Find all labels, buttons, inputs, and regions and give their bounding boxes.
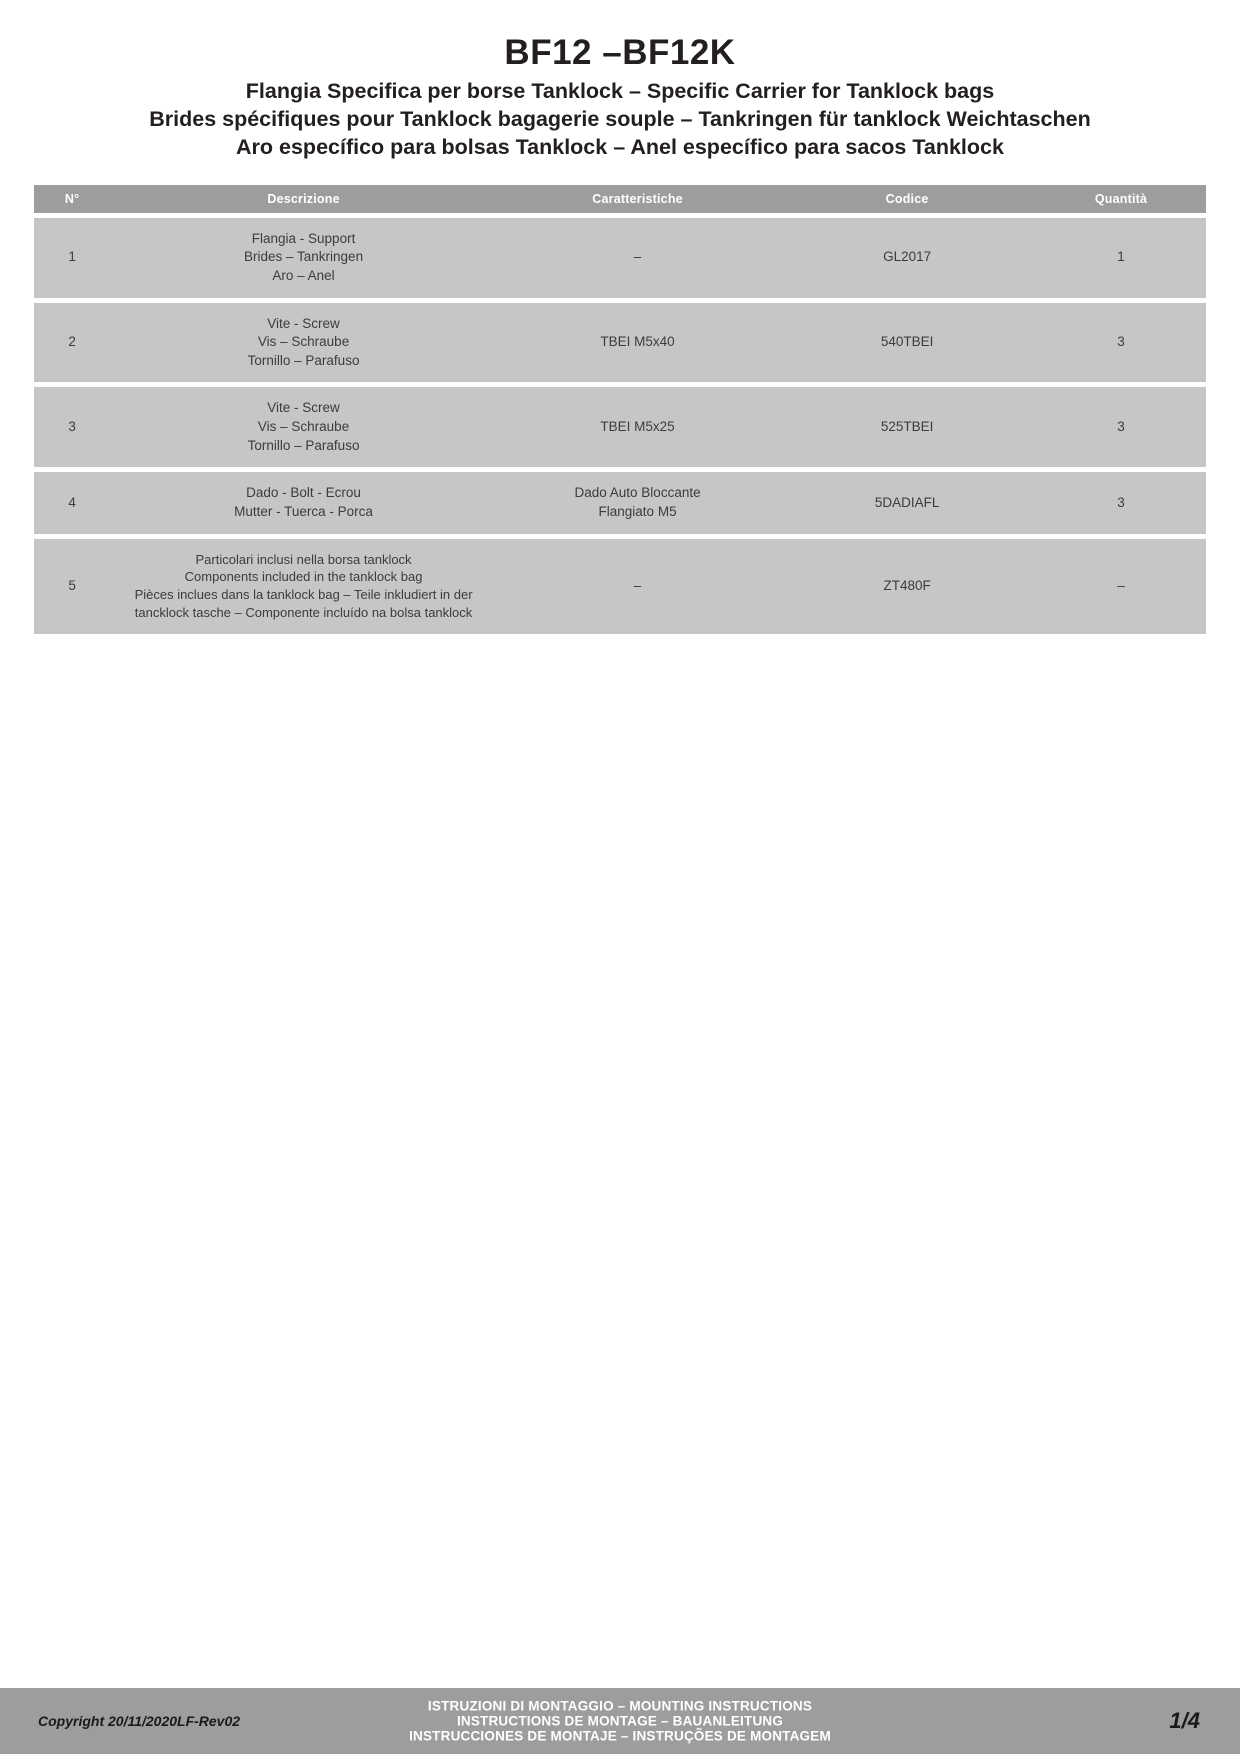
column-header-features: Caratteristiche xyxy=(497,185,778,213)
description-line: Brides – Tankringen xyxy=(244,249,364,265)
copyright-text: Copyright 20/11/2020LF-Rev02 xyxy=(38,1713,241,1729)
description-line: tancklock tasche – Componente incluído na bolsa tanklock xyxy=(134,605,473,621)
column-header-description: Descrizione xyxy=(110,185,497,213)
features-line: – xyxy=(633,578,642,594)
cell-quantity: 3 xyxy=(1036,387,1206,467)
features-line: TBEI M5x40 xyxy=(600,334,675,350)
cell-code: ZT480F xyxy=(778,539,1036,635)
table-row xyxy=(34,472,1206,533)
cell-code: 5DADIAFL xyxy=(778,472,1036,533)
cell-code: 525TBEI xyxy=(778,387,1036,467)
cell-number: 2 xyxy=(34,303,110,383)
cell-features xyxy=(497,303,778,383)
cell-features xyxy=(497,387,778,467)
cell-description xyxy=(110,472,497,533)
footer-instructions xyxy=(0,1698,1240,1743)
parts-table xyxy=(34,180,1206,640)
footer-line-3: INSTRUCCIONES DE MONTAJE – INSTRUÇÕES DE MONTAGEM xyxy=(409,1728,831,1744)
description-line: Pièces inclues dans la tanklock bag – Teile inkludiert in der xyxy=(134,587,473,603)
page-footer xyxy=(0,1688,1240,1754)
subtitle-line-3: Aro específico para bolsas Tanklock – Anel específico para sacos Tanklock xyxy=(236,135,1004,160)
cell-description xyxy=(110,303,497,383)
table-body xyxy=(34,218,1206,635)
table-row xyxy=(34,539,1206,635)
cell-features xyxy=(497,472,778,533)
page-number: 1/4 xyxy=(1169,1708,1200,1733)
column-header-number: N° xyxy=(34,185,110,213)
description-line: Particolari inclusi nella borsa tanklock xyxy=(195,551,412,567)
cell-number: 3 xyxy=(34,387,110,467)
features-line: Dado Auto Bloccante xyxy=(574,485,701,501)
cell-number: 4 xyxy=(34,472,110,533)
table-header-row xyxy=(34,185,1206,213)
table-row xyxy=(34,218,1206,298)
description-line: Vis – Schraube xyxy=(257,419,350,434)
description-line: Components included in the tanklock bag xyxy=(184,569,423,585)
description-line: Dado - Bolt - Ecrou xyxy=(246,485,361,501)
cell-quantity: 1 xyxy=(1036,218,1206,298)
table-header xyxy=(34,185,1206,213)
cell-quantity: 3 xyxy=(1036,303,1206,383)
description-line: Vite - Screw xyxy=(267,315,340,331)
cell-description xyxy=(110,387,497,467)
description-line: Vite - Screw xyxy=(267,400,340,416)
cell-description xyxy=(110,218,497,298)
cell-code: GL2017 xyxy=(778,218,1036,298)
footer-line-1: ISTRUZIONI DI MONTAGGIO – MOUNTING INSTRUCTIONS xyxy=(427,1698,813,1714)
column-header-code: Codice xyxy=(778,185,1036,213)
footer-line-2: INSTRUCTIONS DE MONTAGE – BAUANLEITUNG xyxy=(456,1713,784,1729)
subtitle-line-1: Flangia Specifica per borse Tanklock – Specific Carrier for Tanklock bags xyxy=(245,78,995,103)
cell-number: 1 xyxy=(34,218,110,298)
page-subtitle xyxy=(0,77,1240,162)
description-line: Tornillo – Parafuso xyxy=(247,352,360,368)
description-line: Vis – Schraube xyxy=(257,334,350,350)
cell-quantity: 3 xyxy=(1036,472,1206,533)
features-line: – xyxy=(633,249,642,265)
document-header xyxy=(0,0,1240,162)
column-header-quantity: Quantità xyxy=(1036,185,1206,213)
description-line: Flangia - Support xyxy=(251,230,356,246)
table-row xyxy=(34,303,1206,383)
description-line: Aro – Anel xyxy=(272,267,335,283)
cell-quantity: – xyxy=(1036,539,1206,635)
cell-features xyxy=(497,218,778,298)
subtitle-line-2: Brides spécifiques pour Tanklock bagagerie souple – Tankringen für tanklock Weichtaschen xyxy=(149,106,1091,131)
cell-code: 540TBEI xyxy=(778,303,1036,383)
features-line: Flangiato M5 xyxy=(598,503,677,519)
cell-features xyxy=(497,539,778,635)
page-title: BF12 –BF12K xyxy=(504,33,736,72)
description-line: Tornillo – Parafuso xyxy=(247,437,360,453)
features-line: TBEI M5x25 xyxy=(600,419,675,434)
cell-number: 5 xyxy=(34,539,110,635)
cell-description xyxy=(110,539,497,635)
description-line: Mutter - Tuerca - Porca xyxy=(234,503,373,519)
parts-table-container xyxy=(34,180,1206,640)
table-row xyxy=(34,387,1206,467)
